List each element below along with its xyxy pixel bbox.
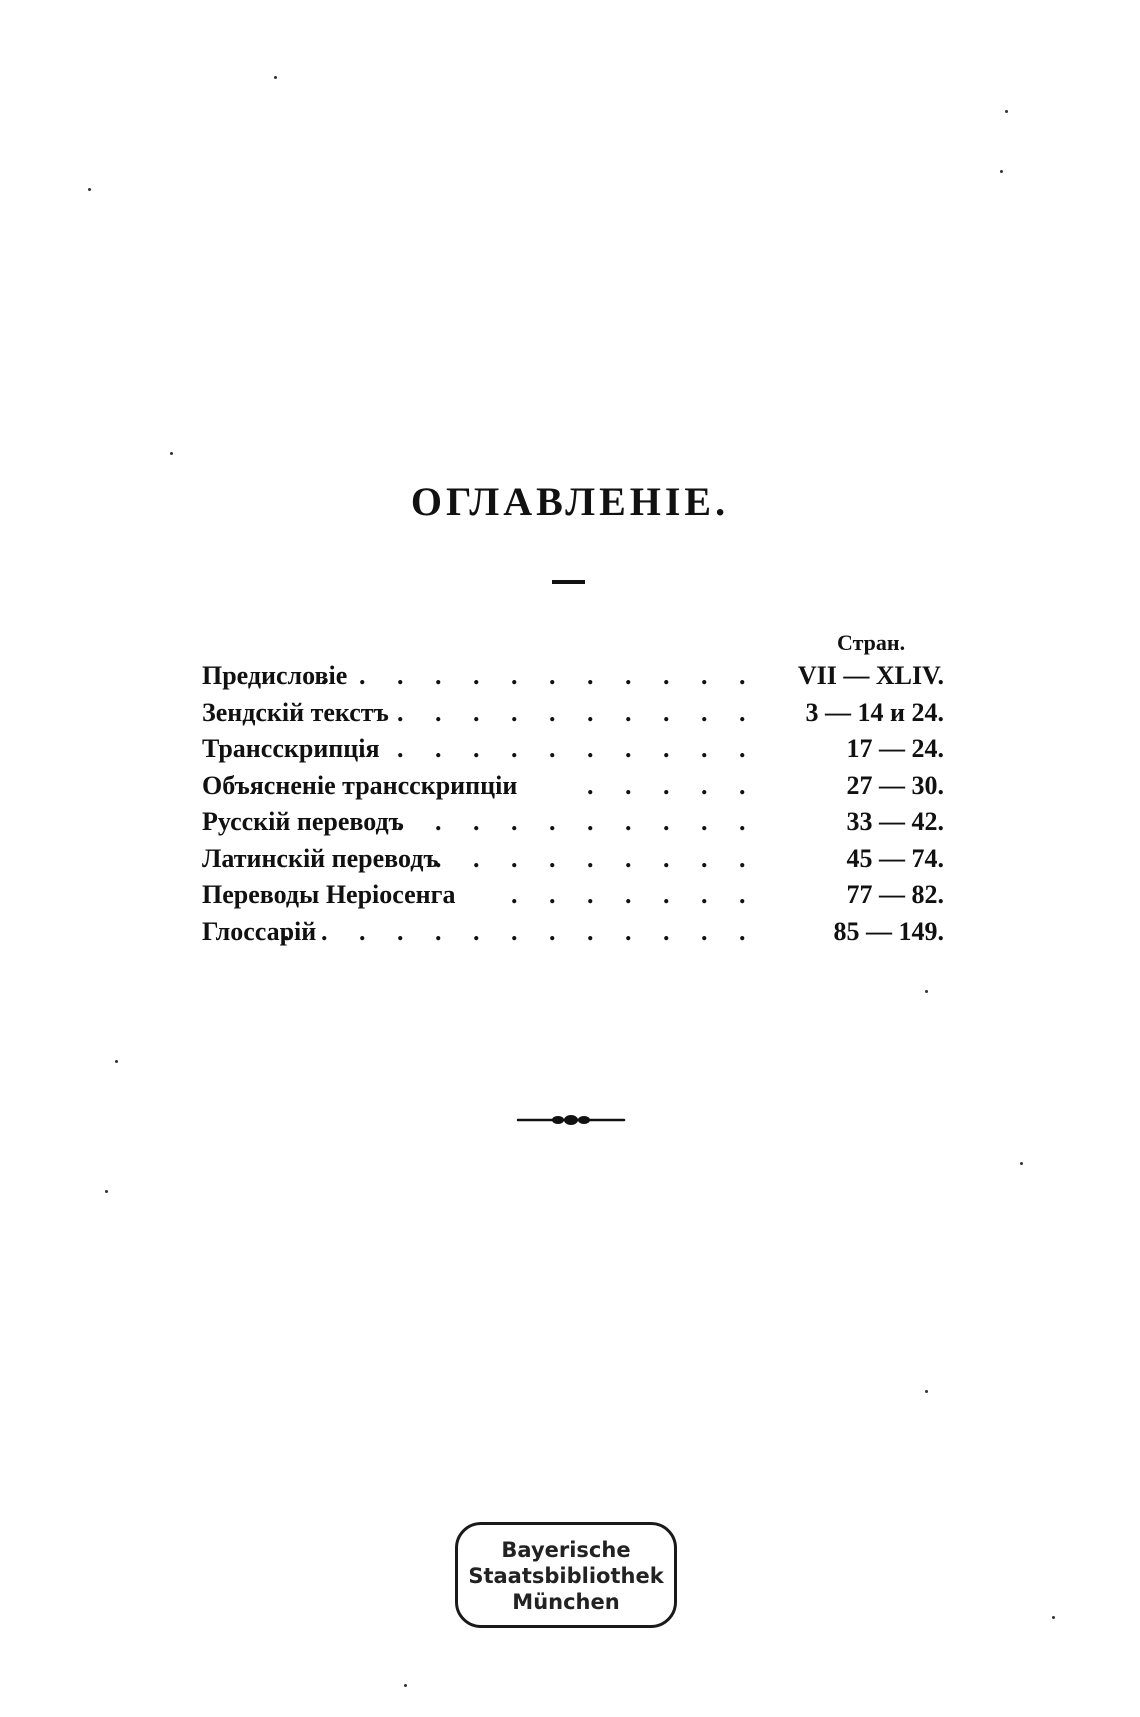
toc-entry: [202, 658, 944, 695]
toc-dot-leader: . . . . . . . . .: [435, 843, 758, 873]
toc-entry-label: Предисловіе: [202, 661, 348, 690]
title-rule: [552, 580, 585, 584]
toc-entry-pages: 17 — 24.: [846, 734, 944, 763]
paper-speck: [1005, 110, 1008, 113]
stamp-line: Staatsbibliothek: [468, 1564, 664, 1588]
toc-dot-leader: . . . . . . . . . .: [397, 697, 758, 727]
paper-speck: [925, 990, 928, 993]
paper-speck: [1052, 1616, 1055, 1619]
toc-entry: [202, 877, 944, 914]
toc-entry-label: Глоссарій: [202, 916, 317, 946]
toc-entry: [202, 804, 944, 841]
toc-dot-leader: . . . . . . . . . . . . .: [283, 916, 758, 946]
stamp-line: Bayerische: [501, 1538, 631, 1562]
toc-entry: [202, 914, 944, 951]
toc-entry-pages: 85 — 149.: [833, 916, 944, 946]
ornament-divider: [516, 1112, 626, 1128]
toc-entry-pages: 45 — 74.: [846, 843, 944, 873]
toc-dot-leader: . . . . . . .: [511, 880, 758, 909]
paper-speck: [274, 76, 277, 79]
paper-speck: [115, 1060, 118, 1063]
toc-entry-label: Зендскій текстъ: [202, 697, 389, 727]
page-title: ОГЛАВЛЕНІЕ.: [410, 479, 730, 524]
paper-speck: [105, 1190, 108, 1193]
toc-entry-label: Трансскрипція: [202, 734, 380, 763]
paper-speck: [170, 452, 173, 455]
toc-entry: [202, 731, 944, 768]
toc-entry-pages: 33 — 42.: [846, 807, 944, 836]
paper-speck: [925, 1390, 928, 1393]
toc-entry: [202, 768, 944, 805]
toc-entry: [202, 695, 944, 732]
paper-speck: [1020, 1162, 1023, 1165]
toc-dot-leader: . . . . . . . . . .: [397, 807, 758, 836]
library-stamp: [455, 1522, 677, 1628]
toc-dot-leader: . . . . .: [587, 770, 758, 800]
toc-entry-label: Русскій переводъ: [202, 807, 404, 836]
toc-entry-pages: 3 — 14 и 24.: [805, 697, 944, 727]
stamp-line: München: [512, 1590, 620, 1614]
table-of-contents: [202, 658, 944, 950]
toc-entry-pages: VII — XLIV.: [797, 661, 944, 690]
toc-entry-label: Переводы Неріосенга: [202, 880, 456, 909]
pages-column-header: Стран.: [837, 630, 906, 655]
toc-dot-leader: . . . . . . . . . . .: [359, 734, 758, 763]
toc-entry-label: Объясненіе трансскрипціи: [202, 770, 518, 800]
paper-speck: [1000, 170, 1003, 173]
toc-entry-label: Латинскій переводъ: [202, 843, 439, 873]
paper-speck: [88, 188, 91, 191]
toc-dot-leader: . . . . . . . . . . . .: [321, 661, 758, 690]
toc-entry-pages: 27 — 30.: [846, 770, 944, 800]
toc-entry-pages: 77 — 82.: [846, 880, 944, 909]
toc-entry: [202, 841, 944, 878]
paper-speck: [404, 1684, 407, 1687]
